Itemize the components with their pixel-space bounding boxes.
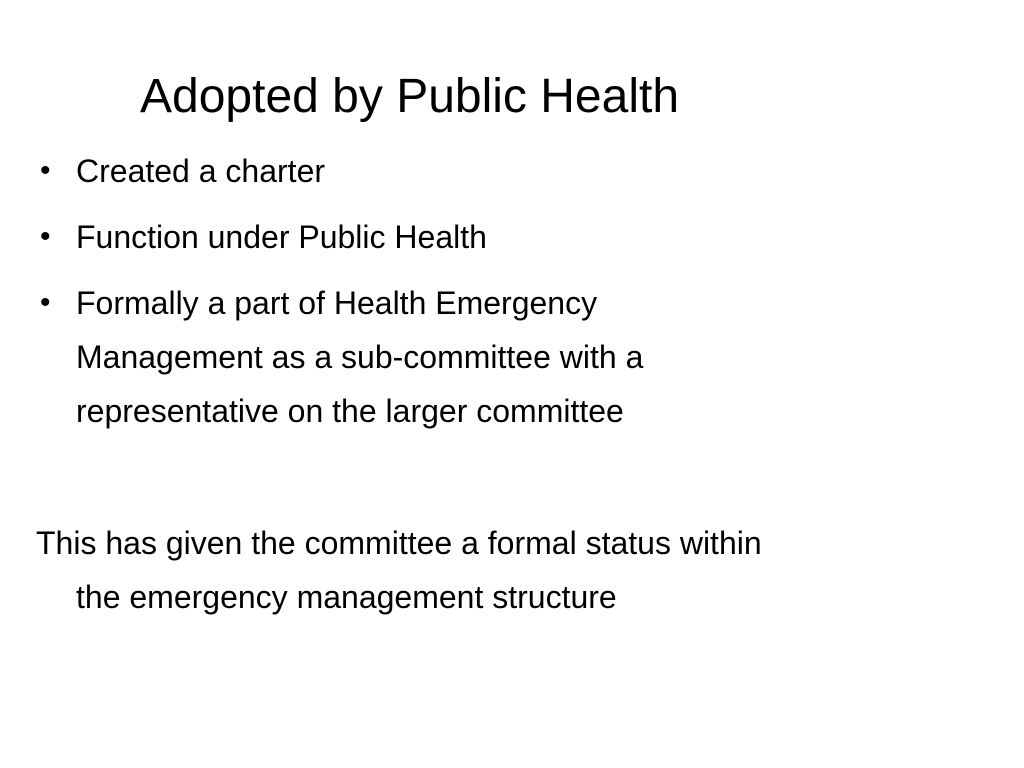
bullet-text: Function under Public Health	[76, 219, 487, 255]
bullet-item-charter	[34, 144, 994, 198]
bullet-text-line: representative on the larger committee	[76, 393, 624, 429]
bullet-icon: •	[40, 154, 51, 187]
slide-title: Adopted by Public Health	[140, 70, 680, 123]
bullet-text-line: Management as a sub-committee with a	[76, 339, 644, 375]
bullet-item-function	[34, 210, 994, 264]
closing-line: This has given the committee a formal status within	[36, 525, 762, 561]
bullet-list	[34, 144, 994, 450]
bullet-text: Created a charter	[76, 153, 326, 189]
bullet-icon: •	[40, 220, 51, 253]
closing-paragraph	[36, 516, 1006, 624]
bullet-text-line: Formally a part of Health Emergency	[76, 285, 598, 321]
bullet-icon: •	[40, 286, 51, 319]
closing-line: the emergency management structure	[76, 579, 617, 615]
bullet-item-formal-part	[34, 276, 994, 438]
